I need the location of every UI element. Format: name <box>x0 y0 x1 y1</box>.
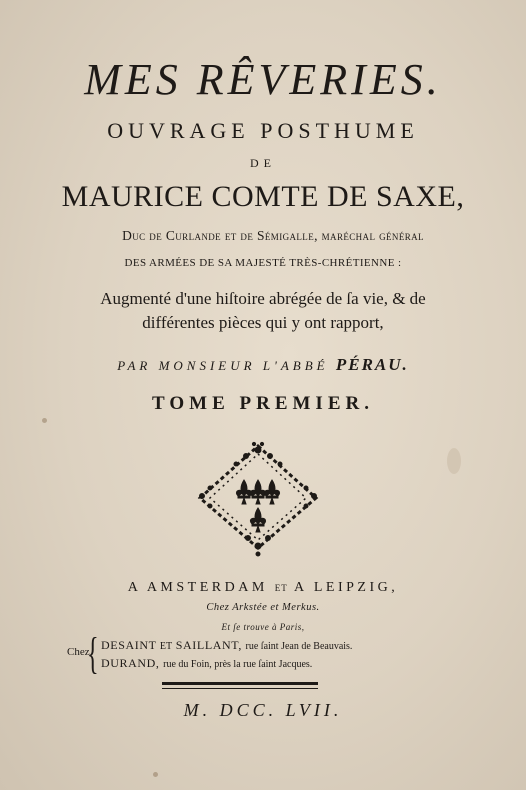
editor-line <box>0 355 526 375</box>
foxing-spot <box>153 772 158 777</box>
book-subtitle: OUVRAGE POSTHUME <box>107 118 419 143</box>
brace-icon: { <box>87 629 99 678</box>
imprint-place-et: ET <box>274 583 288 593</box>
de-word: DE <box>250 156 276 170</box>
imprint-place-a: A AMSTERDAM <box>127 580 268 595</box>
imprint-publisher-2 <box>101 638 352 653</box>
book-title: MES RÊVERIES. <box>84 55 442 104</box>
imprint-place <box>0 580 526 596</box>
author-titles-line-2: DES ARMÉES DE SA MAJESTÉ TRÈS-CHRÉTIENNE : <box>124 257 402 269</box>
double-rule-thin <box>162 688 318 689</box>
imprint-publisher-3 <box>101 656 312 671</box>
imprint-chez-label: Chez <box>67 646 90 658</box>
imprint-publisher-1: Chez Arkstée et Merkus. <box>206 602 320 613</box>
imprint-se-trouve: Et ſe trouve à Paris, <box>221 622 305 632</box>
foxing-spot <box>447 448 461 474</box>
author-name: MAURICE COMTE DE SAXE, <box>61 180 465 213</box>
double-rule-thick <box>162 682 318 685</box>
augment-line-1: Augmenté d'une hiſtoire abrégée de ſa vie, & de <box>100 289 426 308</box>
publisher-2-address: rue ſaint Jean de Beauvais. <box>245 641 353 652</box>
foxing-spot <box>42 418 47 423</box>
augment-line-2: différentes pièces qui y ont rapport, <box>142 313 384 332</box>
imprint-place-b: A LEIPZIG, <box>294 580 399 595</box>
publisher-2-name-2: SAILLANT, <box>175 638 242 652</box>
publisher-2-et: ET <box>159 641 173 652</box>
editor-name: PÉRAU. <box>335 355 409 374</box>
fleur-de-lis-ornament <box>188 440 328 558</box>
volume-label: TOME PREMIER. <box>152 393 374 414</box>
publisher-2-name: DESAINT <box>101 638 157 652</box>
author-titles-line-1: Duc de Curlande et de Sémigalle, maréchal général <box>122 228 424 243</box>
publication-date: M. DCC. LVII. <box>183 700 343 720</box>
editor-prefix: PAR MONSIEUR L'ABBÉ <box>117 358 329 373</box>
publisher-3-address: rue du Foin, près la rue ſaint Jacques. <box>163 659 313 670</box>
publisher-3-name: DURAND, <box>101 656 160 670</box>
